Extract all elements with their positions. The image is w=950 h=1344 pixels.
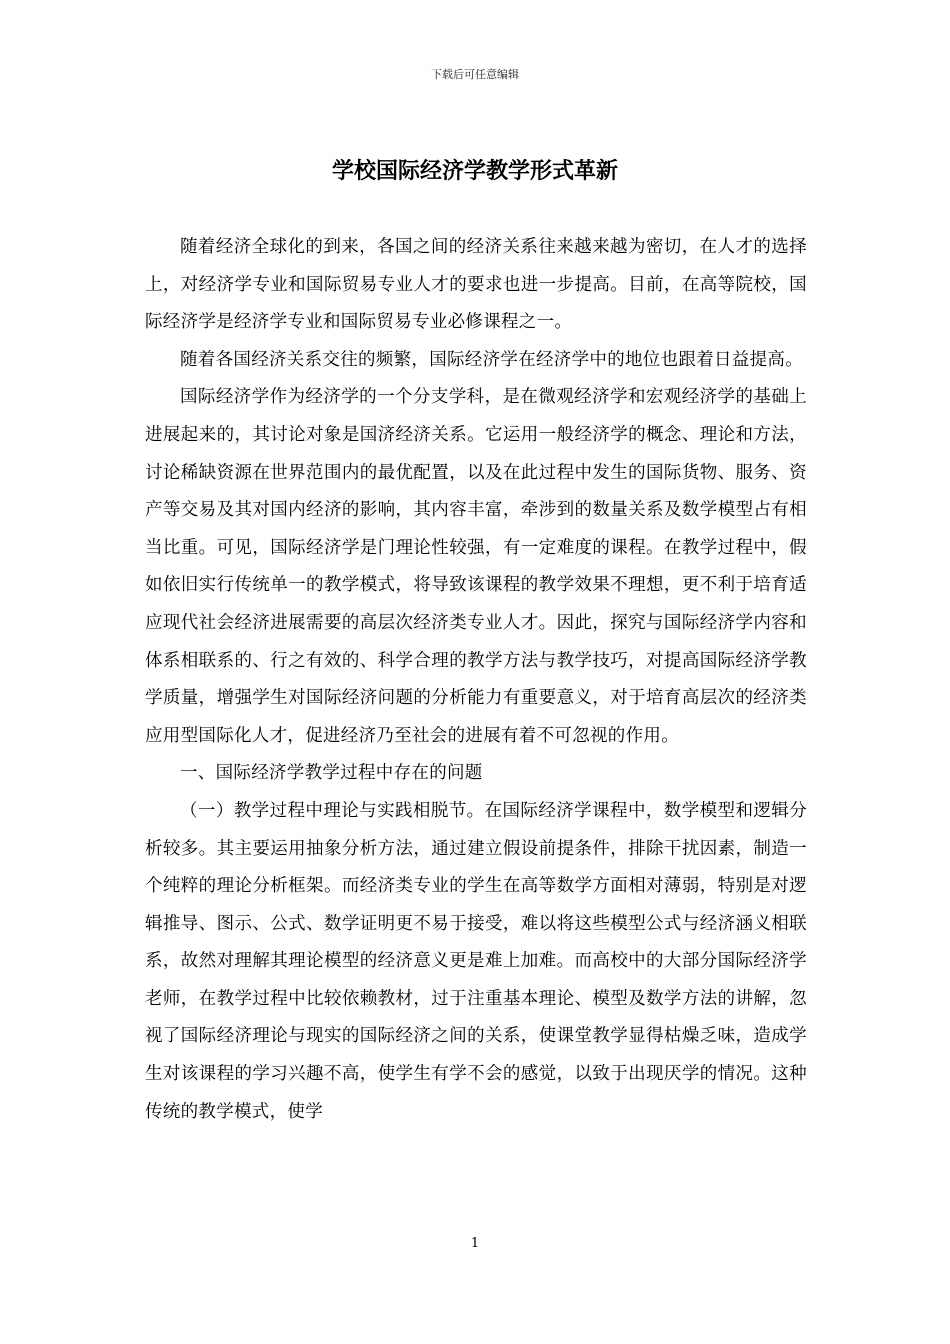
page-number: 1 [470, 1236, 480, 1251]
paragraph-significance: 国际经济学作为经济学的一个分支学科，是在微观经济学和宏观经济学的基础上进展起来的，其讨论对象是国济经济关系。它运用一般经济学的概念、理论和方法，讨论稀缺资源在世界范围内的最优配置，以及在此过程中发生的国际货物、服务、资产等交易及其对国内经济的影响，其内容丰富，牵涉到的数量关系及数学模型占有相当比重。可见，国际经济学是门理论性较强，有一定难度的课程。在教学过程中，假如依旧实行传统单一的教学模式，将导致该课程的教学效果不理想，更不利于培育适应现代社会经济进展需要的高层次经济类专业人才。因此，探究与国际经济学内容和体系相联系的、行之有效的、科学合理的教学方法与教学技巧，对提高国际经济学教学质量，增强学生对国际经济问题的分析能力有重要意义，对于培育高层次的经济类应用型国际化人才，促进经济乃至社会的进展有着不可忽视的作用。 [145, 387, 807, 746]
section-heading: 一、国际经济学教学过程中存在的问题 [180, 763, 483, 784]
document-title: 学校国际经济学教学形式革新 [331, 158, 618, 184]
paragraph-status: 随着各国经济关系交往的频繁，国际经济学在经济学中的地位也跟着日益提高。 [180, 349, 803, 370]
paragraph-intro: 随着经济全球化的到来，各国之间的经济关系往来越来越为密切，在人才的选择上，对经济学专业和国际贸易专业人才的要求也进一步提高。目前，在高等院校，国际经济学是经济学专业和国际贸易专业必修课程之一。 [145, 237, 807, 333]
page-header: 下载后可任意编辑 [431, 68, 519, 81]
paragraph-problem-1: （一）教学过程中理论与实践相脱节。在国际经济学课程中，数学模型和逻辑分析较多。其主要运用抽象分析方法，通过建立假设前提条件，排除干扰因素，制造一个纯粹的理论分析框架。而经济类专业的学生在高等数学方面相对薄弱，特别是对逻辑推导、图示、公式、数学证明更不易于接受，难以将这些模型公式与经济涵义相联系，故然对理解其理论模型的经济意义更是难上加难。而高校中的大部分国际经济学老师，在教学过程中比较依赖教材，过于注重基本理论、模型及数学方法的讲解，忽视了国际经济理论与现实的国际经济之间的关系，使课堂教学显得枯燥乏味，造成学生对该课程的学习兴趣不高，使学生有学不会的感觉，以致于出现厌学的情况。这种传统的教学模式，使学 [145, 800, 807, 1122]
document-body [145, 229, 807, 1131]
